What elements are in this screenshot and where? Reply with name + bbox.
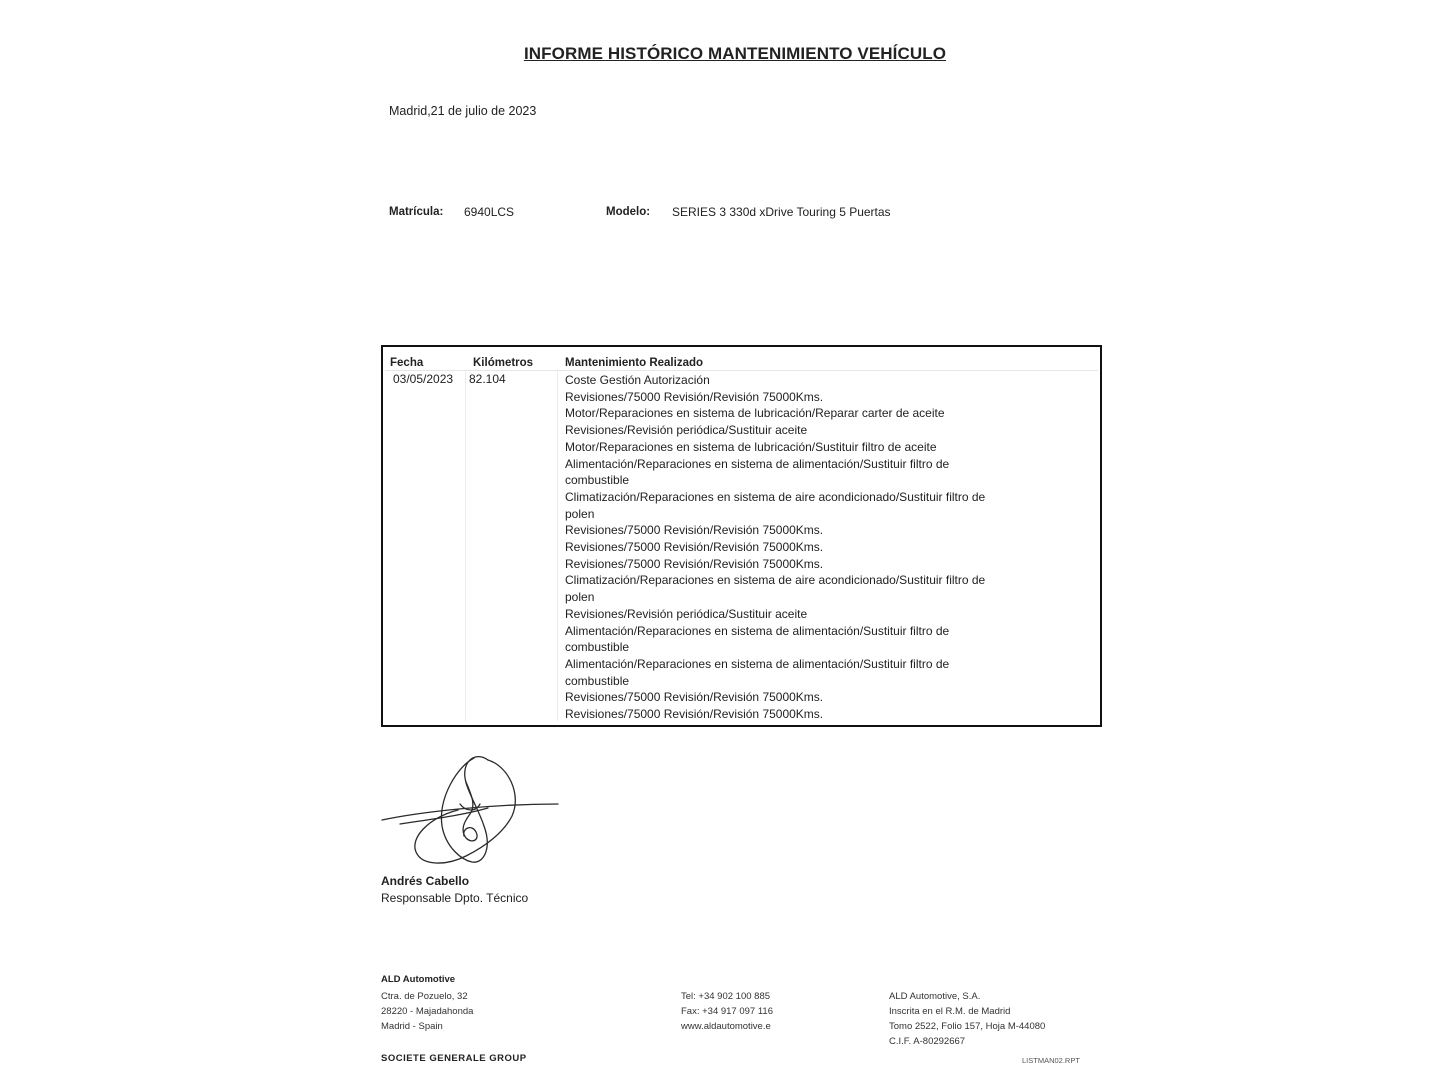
place-date: Madrid,21 de julio de 2023 [389, 104, 537, 118]
list-item: Revisiones/75000 Revisión/Revisión 75000Kms. [565, 690, 824, 705]
footer-line: Madrid - Spain [381, 1021, 443, 1032]
document-title: INFORME HISTÓRICO MANTENIMIENTO VEHÍCULO [523, 44, 947, 63]
footer-address [381, 989, 473, 1034]
list-item: Revisiones/75000 Revisión/Revisión 75000Kms. [565, 389, 824, 404]
model-value: SERIES 3 330d xDrive Touring 5 Puertas [672, 205, 891, 219]
list-item: Alimentación/Reparaciones en sistema de alimentación/Sustituir filtro de [565, 623, 950, 638]
footer-legal [889, 989, 1045, 1049]
list-item: Revisiones/75000 Revisión/Revisión 75000Kms. [565, 707, 824, 722]
list-item: polen [565, 590, 595, 605]
signer-role: Responsable Dpto. Técnico [381, 891, 529, 905]
list-item: combustible [565, 640, 630, 655]
footer-line: Inscrita en el R.M. de Madrid [889, 1006, 1011, 1017]
row-kilometros: 82.104 [469, 372, 506, 386]
list-item: Alimentación/Reparaciones en sistema de alimentación/Sustituir filtro de [565, 456, 950, 471]
list-item: Coste Gestión Autorización [565, 373, 710, 387]
footer-line: 28220 - Majadahonda [381, 1006, 474, 1017]
report-code: LISTMAN02.RPT [1022, 1056, 1080, 1065]
row-fecha: 03/05/2023 [393, 372, 454, 386]
footer-line: Tomo 2522, Folio 157, Hoja M-44080 [889, 1021, 1046, 1032]
list-item: Motor/Reparaciones en sistema de lubricación/Reparar carter de aceite [565, 406, 945, 421]
list-item: Climatización/Reparaciones en sistema de aire acondicionado/Sustituir filtro de [565, 489, 986, 504]
list-item: Revisiones/Revisión periódica/Sustituir aceite [565, 606, 808, 621]
plate-value: 6940LCS [464, 205, 515, 219]
header-divider [385, 370, 1098, 371]
signature-image [380, 752, 560, 870]
list-item: Revisiones/75000 Revisión/Revisión 75000Kms. [565, 523, 824, 538]
list-item: combustible [565, 673, 630, 688]
list-item: Alimentación/Reparaciones en sistema de alimentación/Sustituir filtro de [565, 656, 950, 671]
column-divider [465, 371, 466, 721]
header-fecha: Fecha [390, 357, 424, 369]
model-label: Modelo: [606, 206, 651, 218]
footer-line: Tel: +34 902 100 885 [681, 991, 771, 1002]
signer-name: Andrés Cabello [381, 874, 470, 888]
footer-company: ALD Automotive [381, 974, 456, 985]
list-item: Revisiones/Revisión periódica/Sustituir aceite [565, 423, 808, 438]
maintenance-table [381, 345, 1102, 727]
footer-line: ALD Automotive, S.A. [889, 991, 981, 1002]
header-kilometros: Kilómetros [473, 357, 534, 369]
list-item: polen [565, 506, 595, 521]
list-item: Climatización/Reparaciones en sistema de aire acondicionado/Sustituir filtro de [565, 573, 986, 588]
list-item: Revisiones/75000 Revisión/Revisión 75000Kms. [565, 540, 824, 555]
list-item: combustible [565, 473, 630, 488]
footer-line: Ctra. de Pozuelo, 32 [381, 991, 468, 1002]
maintenance-list [565, 372, 1065, 723]
list-item: Motor/Reparaciones en sistema de lubricación/Sustituir filtro de aceite [565, 439, 937, 454]
footer-line: www.aldautomotive.e [681, 1021, 771, 1032]
group-name: SOCIETE GENERALE GROUP [381, 1053, 527, 1064]
footer-contact [681, 989, 773, 1034]
plate-label: Matrícula: [389, 206, 444, 218]
footer-line: Fax: +34 917 097 116 [681, 1006, 773, 1017]
list-item: Revisiones/75000 Revisión/Revisión 75000Kms. [565, 556, 824, 571]
header-mantenimiento: Mantenimiento Realizado [565, 357, 704, 369]
column-divider [557, 371, 558, 721]
footer-line: C.I.F. A-80292667 [889, 1036, 966, 1047]
